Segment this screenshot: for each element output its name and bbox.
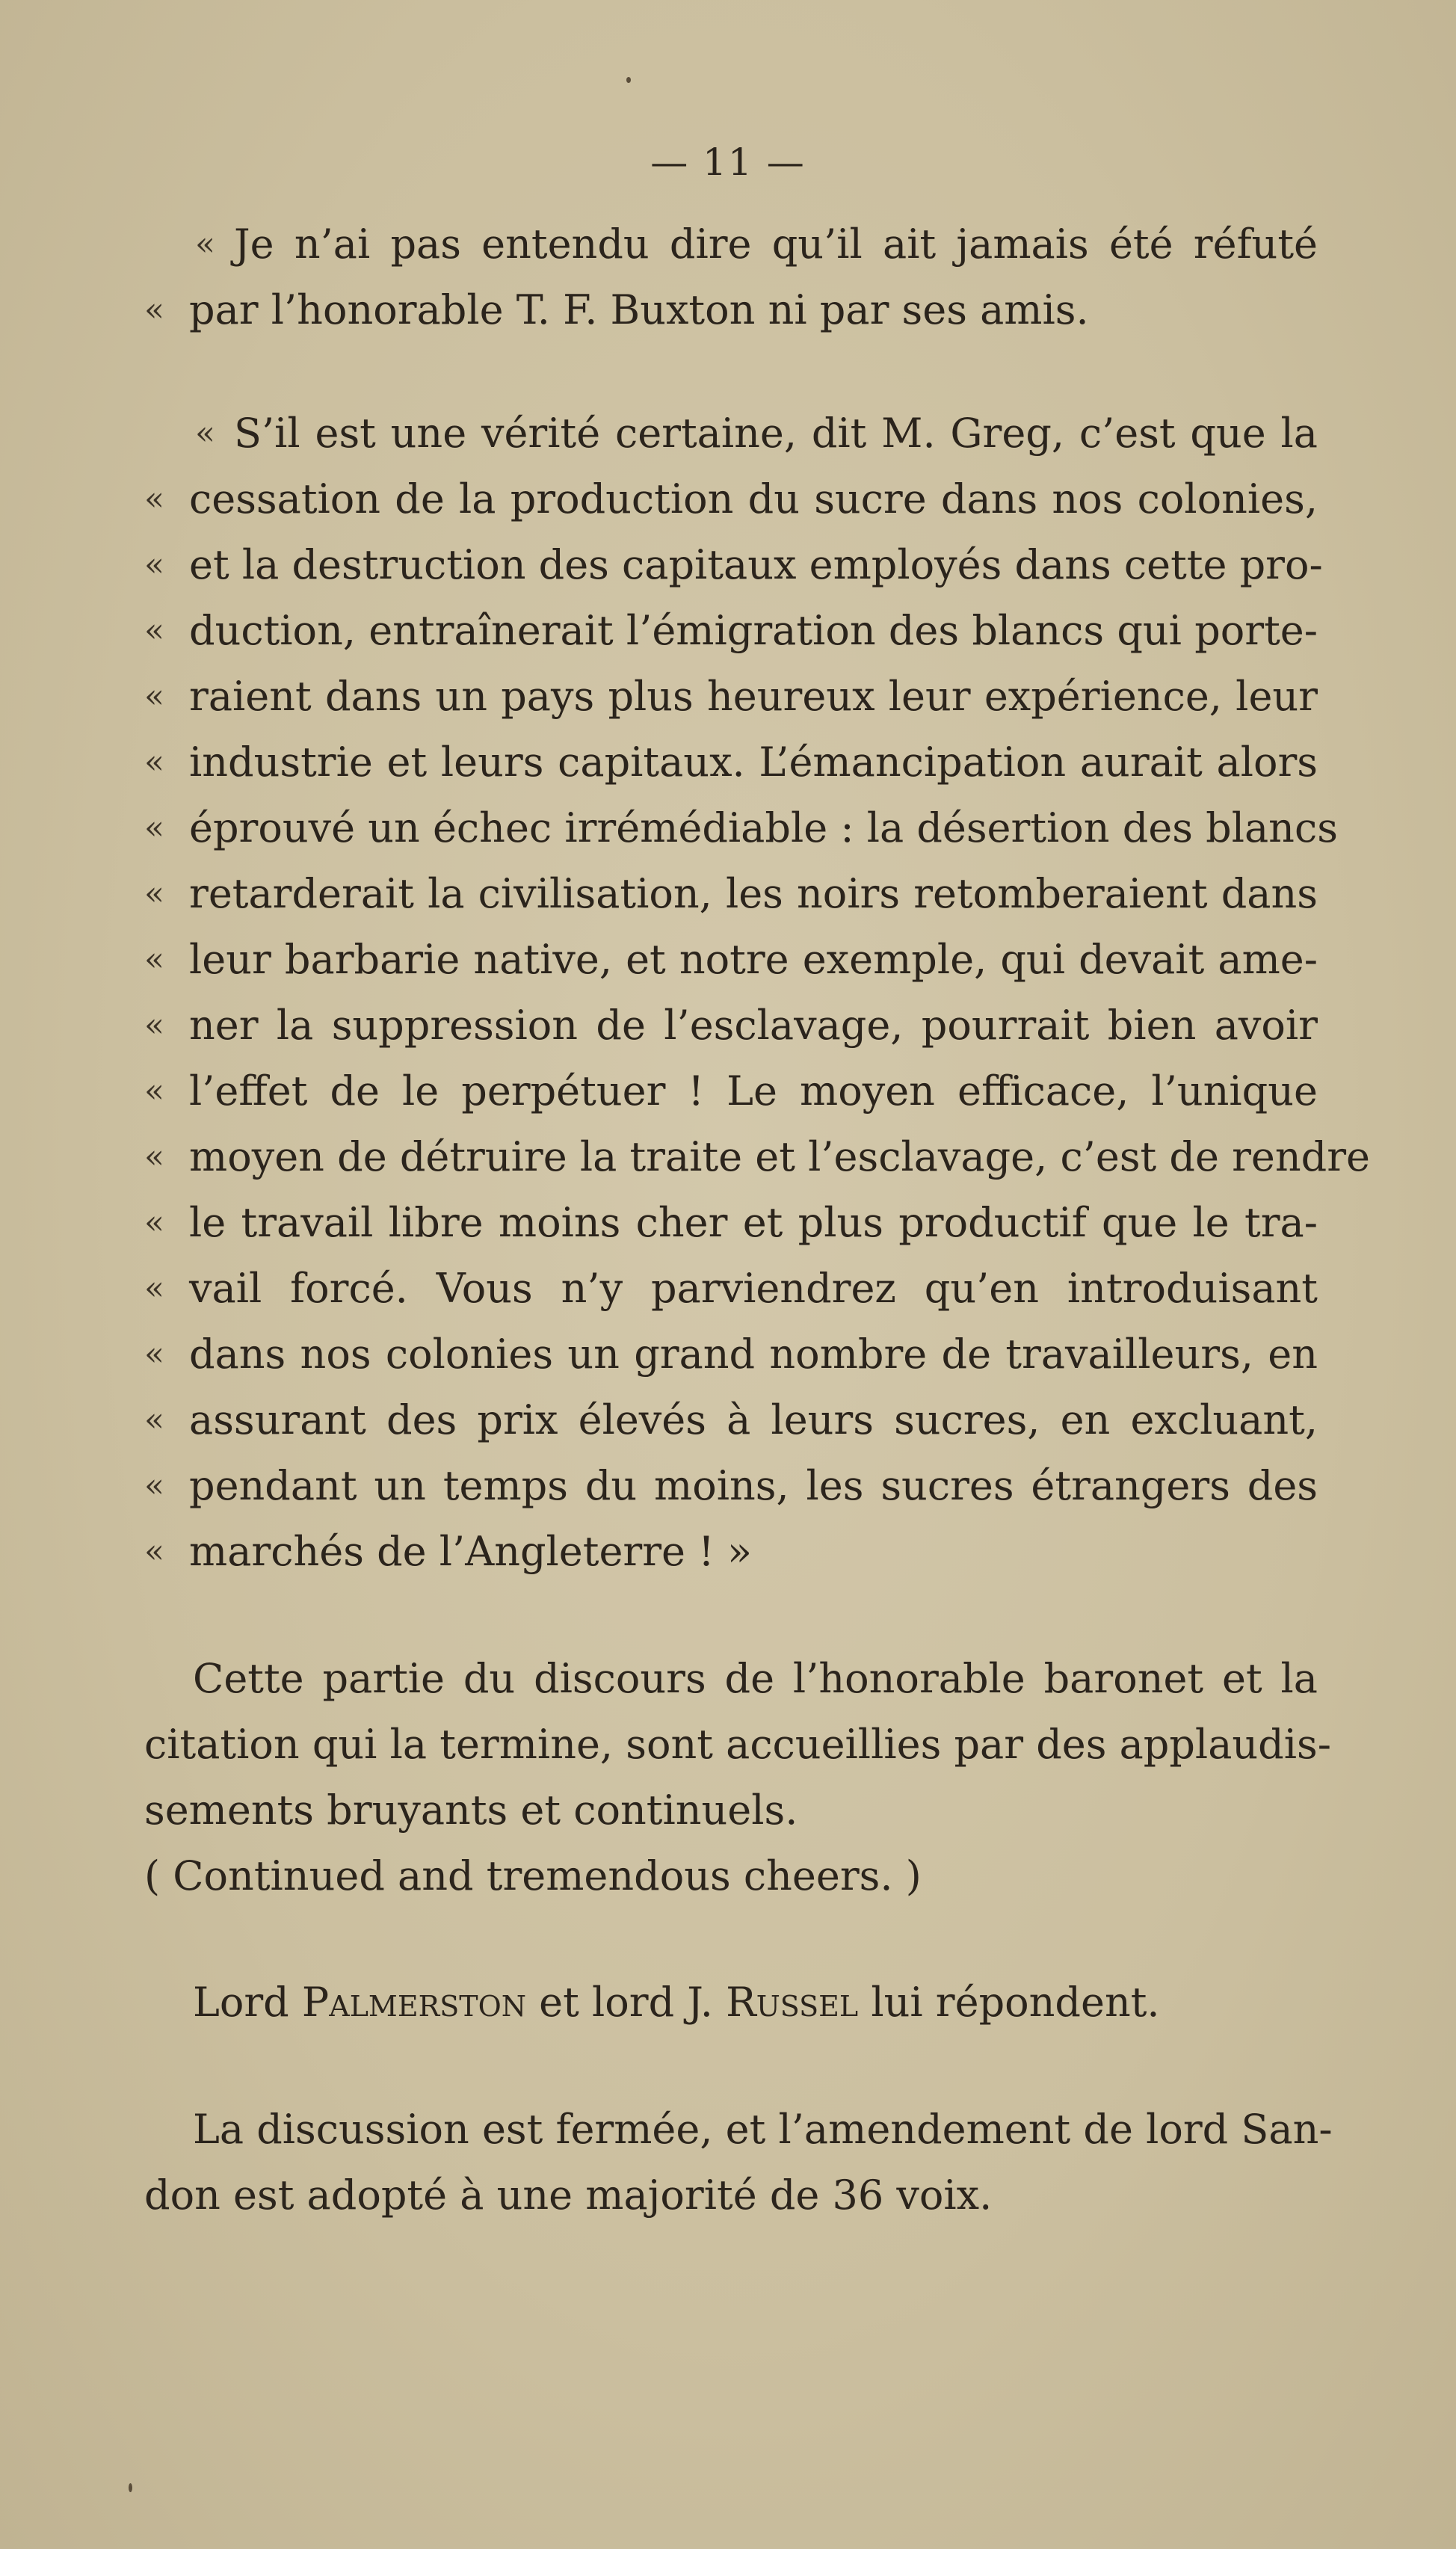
quote-line [144, 212, 1318, 277]
quote-line [144, 730, 1318, 795]
guillemet-mark: « [144, 1467, 164, 1505]
paragraph-line [144, 2163, 1318, 2228]
guillemet-mark: « [144, 480, 164, 518]
guillemet-mark: « [195, 225, 215, 263]
quote-line [144, 927, 1318, 993]
guillemet-mark: « [144, 1006, 164, 1044]
paragraph-text [193, 1970, 1318, 2035]
paragraph-line [144, 1843, 1318, 1909]
text-fragment: Lord [193, 1979, 302, 2026]
quote-line [144, 532, 1323, 598]
paragraph-line [144, 2097, 1333, 2163]
guillemet-mark: « [144, 743, 164, 781]
paragraph-text: don est adopté à une majorité de 36 voix. [144, 2172, 993, 2219]
quote-text: duction, entraînerait l’émigration des blancs qui porte- [189, 607, 1318, 654]
paragraph-line [144, 1712, 1331, 1778]
quote-line [144, 1190, 1318, 1256]
guillemet-mark: « [144, 809, 164, 847]
guillemet-mark: « [144, 1401, 164, 1439]
quote-line [144, 598, 1318, 664]
quote-text: Je n’ai pas entendu dire qu’il ait jamais été réfuté [234, 221, 1318, 268]
quote-text: par l’honorable T. F. Buxton ni par ses amis. [189, 286, 1089, 333]
paper-speck [129, 2483, 132, 2492]
quote-text: vail forcé. Vous n’y parviendrez qu’en introduisant [189, 1265, 1318, 1312]
quote-text: dans nos colonies un grand nombre de travailleurs, en [189, 1331, 1318, 1378]
paragraph-reply [144, 1970, 1318, 2035]
guillemet-mark: « [144, 940, 164, 978]
quote-block-1 [144, 212, 1318, 343]
name-palmerston: Palmerston [301, 1979, 526, 2026]
quote-line [144, 401, 1318, 466]
paragraph-text: La discussion est fermée, et l’amendement de lord San- [193, 2106, 1333, 2153]
quote-line [144, 1124, 1370, 1190]
guillemet-mark: « [144, 1532, 164, 1571]
quote-text: S’il est une vérité certaine, dit M. Greg, c’est que la [234, 410, 1318, 457]
text-fragment: lui répondent. [858, 1979, 1160, 2026]
page-number: — 11 — [650, 141, 806, 184]
quote-line [144, 1322, 1318, 1387]
quote-text: assurant des prix élevés à leurs sucres, en excluant, [189, 1396, 1318, 1443]
paragraph-vote [144, 2097, 1333, 2228]
quote-text: l’effet de le perpétuer ! Le moyen efficace, l’unique [189, 1067, 1318, 1115]
quote-line [144, 466, 1318, 532]
quote-line [144, 1058, 1318, 1124]
paper-speck [626, 77, 631, 83]
quote-text: cessation de la production du sucre dans nos colonies, [189, 475, 1318, 523]
quote-text: ner la suppression de l’esclavage, pourrait bien avoir [189, 1002, 1318, 1049]
quote-line [144, 1519, 1318, 1585]
guillemet-mark: « [144, 611, 164, 650]
quote-text: retarderait la civilisation, les noirs retomberaient dans [189, 870, 1318, 917]
quote-line [144, 993, 1318, 1058]
quote-line [144, 664, 1318, 730]
quote-text: et la destruction des capitaux employés dans cette pro- [189, 541, 1323, 588]
paragraph-text: citation qui la termine, sont accueillies par des applaudis- [144, 1721, 1331, 1768]
guillemet-mark: « [144, 1072, 164, 1110]
quote-text: leur barbarie native, et notre exemple, qui devait ame- [189, 936, 1318, 983]
quote-line [144, 795, 1338, 861]
guillemet-mark: « [144, 1138, 164, 1176]
quote-text: éprouvé un échec irrémédiable : la désertion des blancs [189, 804, 1338, 851]
quote-line [144, 1453, 1318, 1519]
quote-text: le travail libre moins cher et plus productif que le tra- [189, 1199, 1318, 1246]
quote-text: moyen de détruire la traite et l’esclavage, c’est de rendre [189, 1133, 1370, 1180]
quote-line [144, 861, 1318, 927]
paragraph-line [144, 1778, 1318, 1843]
paragraph-applause [144, 1646, 1331, 1909]
quote-text: industrie et leurs capitaux. L’émancipation aurait alors [189, 739, 1318, 786]
guillemet-mark: « [144, 1335, 164, 1373]
english-cheers-note: ( Continued and tremendous cheers. ) [144, 1852, 922, 1899]
paragraph-line [144, 1646, 1318, 1712]
guillemet-mark: « [144, 1269, 164, 1307]
guillemet-mark: « [144, 677, 164, 715]
guillemet-mark: « [144, 1203, 164, 1242]
guillemet-mark: « [144, 875, 164, 913]
name-russel: Russel [726, 1979, 859, 2026]
quote-text: marchés de l’Angleterre ! » [189, 1528, 753, 1575]
quote-text: pendant un temps du moins, les sucres étrangers des [189, 1462, 1318, 1509]
quote-line [144, 277, 1318, 343]
paragraph-line [144, 1970, 1318, 2035]
guillemet-mark: « [144, 291, 164, 329]
guillemet-mark: « [195, 414, 215, 452]
quote-line [144, 1256, 1318, 1322]
quote-line [144, 1387, 1318, 1453]
quote-block-2 [144, 401, 1370, 1585]
paragraph-text: sements bruyants et continuels. [144, 1787, 798, 1834]
text-fragment: et lord J. [525, 1979, 727, 2026]
quote-text: raient dans un pays plus heureux leur expérience, leur [189, 673, 1318, 720]
paragraph-text: Cette partie du discours de l’honorable baronet et la [193, 1655, 1318, 1702]
guillemet-mark: « [144, 546, 164, 584]
